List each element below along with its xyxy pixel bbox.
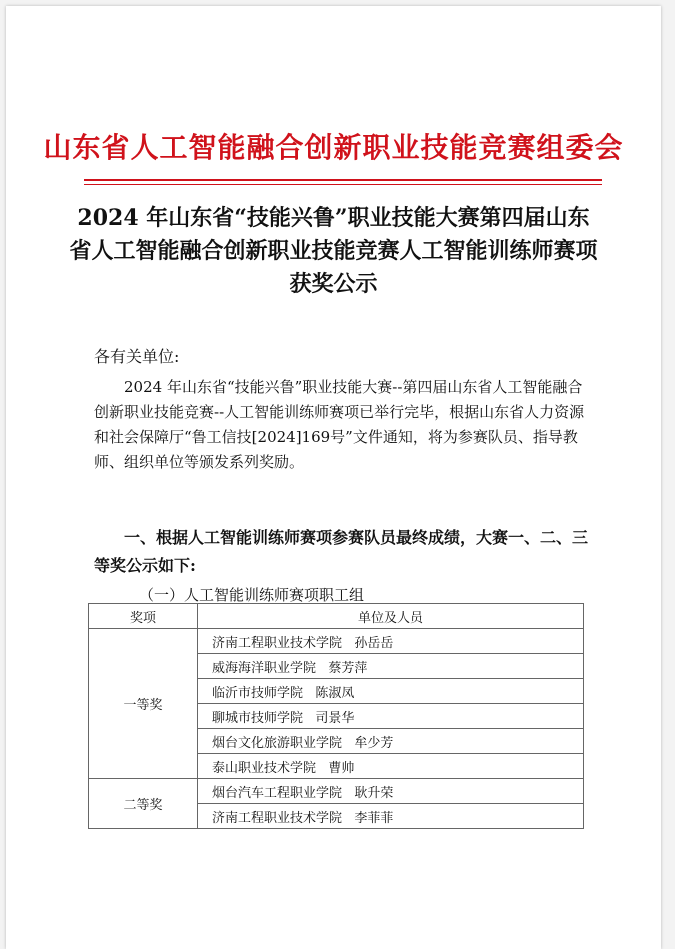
first-prize-entry: 烟台文化旅游职业学院 牟少芳 (198, 729, 584, 754)
header-people: 单位及人员 (198, 604, 584, 629)
first-prize-entry: 泰山职业技术学院 曹帅 (198, 754, 584, 779)
header-rule-thick (84, 179, 602, 181)
first-prize-entry: 聊城市技师学院 司景华 (198, 704, 584, 729)
subsection-heading: （一）人工智能训练师赛项职工组 (139, 586, 365, 604)
second-prize-entry: 济南工程职业技术学院 李菲菲 (198, 804, 584, 829)
table-row (89, 779, 584, 804)
section-heading-1: 一、根据人工智能训练师赛项参赛队员最终成绩，大赛一、二、三等奖公示如下: (94, 528, 589, 575)
table-row (89, 629, 584, 654)
first-prize-entry: 济南工程职业技术学院 孙岳岳 (198, 629, 584, 654)
header-prize: 奖项 (89, 604, 198, 629)
organization-header: 山东省人工智能融合创新职业技能竞赛组委会 (43, 131, 624, 164)
second-prize-entry: 烟台汽车工程职业学院 耿升荣 (198, 779, 584, 804)
first-prize-label: 一等奖 (89, 629, 198, 779)
salutation: 各有关单位: (94, 347, 180, 366)
first-prize-entry: 临沂市技师学院 陈淑凤 (198, 679, 584, 704)
document-title: 2024 年山东省“技能兴鲁”职业技能大赛第四届山东省人工智能融合创新职业技能竞赛人工智能训练师赛项获奖公示 (69, 205, 598, 297)
first-prize-entry: 威海海洋职业学院 蔡芳萍 (198, 654, 584, 679)
body-paragraph: 2024 年山东省“技能兴鲁”职业技能大赛--第四届山东省人工智能融合创新职业技能竞赛--人工智能训练师赛项已举行完毕，根据山东省人力资源和社会保障厅“鲁工信技[2024]169号”文件通知，将为参赛队员、指导教师、组织单位等颁发系列奖励。 (94, 378, 585, 471)
awards-table (88, 603, 584, 829)
table-header-row (89, 604, 584, 629)
second-prize-label: 二等奖 (89, 779, 198, 829)
header-rule-thin (84, 184, 602, 185)
